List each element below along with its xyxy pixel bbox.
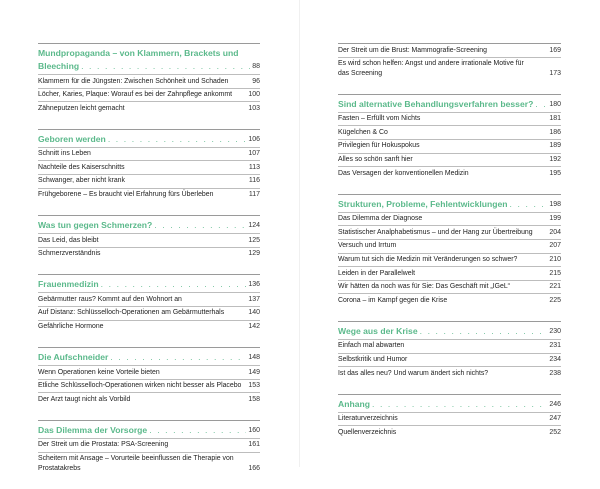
- entry-title: Versuch und Irrtum: [338, 242, 397, 250]
- entry-page-number: 199: [549, 215, 561, 223]
- entry-page-number: 149: [248, 368, 260, 376]
- toc-entry: [38, 292, 260, 306]
- toc-column-right: [338, 43, 561, 453]
- entry-title: Es wird schon helfen: Angst und andere irrationale Motive für: [338, 60, 524, 68]
- entry-title: Gefährliche Hormone: [38, 323, 104, 331]
- section-heading: Das Dilemma der Vorsorge: [38, 424, 148, 435]
- section-heading: Anhang: [338, 398, 370, 409]
- toc-entry: [38, 247, 260, 261]
- entry-page-number: 166: [248, 464, 260, 472]
- entry-title: Fasten – Erfüllt vom Nichts: [338, 115, 421, 123]
- section-page-number: 106: [248, 135, 260, 143]
- entry-title: Scheitern mit Ansage – Vorurteile beeinflussen die Therapie von: [38, 455, 234, 462]
- toc-entry: [338, 425, 561, 439]
- entry-page-number: 125: [248, 236, 260, 244]
- entry-title: Corona – im Kampf gegen die Krise: [338, 296, 448, 304]
- toc-entry: [338, 253, 561, 267]
- entry-page-number: 181: [549, 115, 561, 123]
- entry-title: Löcher, Karies, Plaque: Worauf es bei der Zahnpflege ankommt: [38, 91, 233, 99]
- entry-title: Einfach mal abwarten: [338, 342, 405, 350]
- toc-section: [338, 321, 561, 380]
- leader-dots: [108, 134, 247, 145]
- entry-title: Kügelchen & Co: [338, 128, 388, 136]
- toc-entry: [38, 392, 260, 406]
- entry-title-line: [338, 59, 561, 69]
- toc-entry: [38, 88, 260, 102]
- entry-page-number: 137: [248, 295, 260, 303]
- toc-entry: [38, 438, 260, 452]
- entry-title-continued: Prostatakrebs: [38, 464, 81, 472]
- entry-title: Ist das alles neu? Und warum ändert sich nichts?: [338, 369, 489, 377]
- entry-page-number: 225: [549, 296, 561, 304]
- section-heading: Bleeching: [38, 61, 80, 71]
- section-heading-line: [38, 48, 260, 59]
- toc-entry: [338, 239, 561, 253]
- entry-page-number: 169: [549, 46, 561, 54]
- toc-entry: [338, 153, 561, 167]
- entry-title: Etliche Schlüsselloch-Operationen wirken nicht besser als Placebo: [38, 382, 242, 390]
- entry-title: Der Streit um die Prostata: PSA-Screening: [38, 441, 169, 449]
- toc-section: [338, 394, 561, 439]
- leader-dots: [81, 61, 250, 72]
- section-page-number: 148: [248, 354, 260, 362]
- entry-title: Statistischer Analphabetismus – und der Hang zur Übertreibung: [338, 228, 533, 236]
- entry-title: Schmerzverständnis: [38, 250, 101, 258]
- entry-title: Der Streit um die Brust: Mammografie-Screening: [338, 46, 487, 54]
- section-page-number: 124: [248, 222, 260, 230]
- toc-entry: [338, 293, 561, 307]
- entry-page-number: 116: [248, 177, 260, 185]
- toc-section: [38, 347, 260, 406]
- toc-entry: [338, 212, 561, 226]
- section-page-number: 246: [549, 400, 561, 408]
- entry-title: Alles so schön sanft hier: [338, 156, 413, 164]
- section-heading-line: [38, 352, 260, 363]
- toc-entry: [338, 125, 561, 139]
- section-page-number: 160: [248, 426, 260, 434]
- entry-title: Privilegien für Hokuspokus: [338, 142, 420, 150]
- entry-page-number: 129: [248, 250, 260, 258]
- entry-title: Das Leid, das bleibt: [38, 236, 99, 244]
- toc-column-left: [38, 43, 260, 489]
- toc-entry: [38, 174, 260, 188]
- section-heading-line: [38, 279, 260, 290]
- toc-section: [38, 43, 260, 115]
- toc-entry: [38, 188, 260, 202]
- entry-title-line: [38, 454, 260, 464]
- section-heading-line: [338, 399, 561, 410]
- toc-section: [38, 215, 260, 260]
- toc-section: [338, 43, 561, 80]
- section-heading-line: [38, 425, 260, 436]
- section-heading: Sind alternative Behandlungsverfahren besser?: [338, 98, 534, 109]
- entry-page-number: 252: [549, 428, 561, 436]
- entry-page-number: 107: [248, 150, 260, 158]
- section-heading: Mundpropaganda – von Klammern, Brackets und: [38, 48, 239, 58]
- entry-title: Klammern für die Jüngsten: Zwischen Schönheit und Schaden: [38, 77, 229, 85]
- entry-page-number: 158: [248, 395, 260, 403]
- section-page-number: 88: [252, 63, 260, 70]
- entry-page-number: 195: [549, 169, 561, 177]
- toc-entry: [338, 57, 561, 80]
- entry-page-number: 189: [549, 142, 561, 150]
- entry-page-number: 96: [252, 77, 260, 85]
- entry-page-number: 215: [549, 269, 561, 277]
- entry-title: Gebärmutter raus? Kommt auf den Wohnort an: [38, 295, 182, 303]
- entry-title: Das Dilemma der Diagnose: [338, 215, 423, 223]
- leader-dots: [510, 199, 548, 210]
- toc-entry: [38, 306, 260, 320]
- section-heading: Was tun gegen Schmerzen?: [38, 220, 153, 231]
- section-heading-line: [338, 199, 561, 210]
- entry-page-number: 153: [248, 382, 260, 390]
- toc-entry: [338, 225, 561, 239]
- toc-entry: [338, 280, 561, 294]
- section-heading-line: [38, 61, 260, 72]
- entry-page-number: 221: [549, 283, 561, 291]
- entry-title: Warum tut sich die Medizin mit Veränderungen so schwer?: [338, 256, 518, 264]
- toc-entry: [38, 101, 260, 115]
- leader-dots: [535, 99, 547, 110]
- entry-page-number: 140: [248, 309, 260, 317]
- entry-page-number: 161: [248, 441, 260, 449]
- section-heading: Strukturen, Probleme, Fehlentwicklungen: [338, 198, 508, 209]
- section-page-number: 136: [248, 281, 260, 289]
- toc-entry: [38, 147, 260, 161]
- toc-entry: [338, 139, 561, 153]
- toc-entry: [338, 339, 561, 353]
- toc-entry: [338, 353, 561, 367]
- entry-title: Selbstkritik und Humor: [338, 356, 408, 363]
- toc-section: [338, 94, 561, 180]
- leader-dots: [420, 326, 548, 337]
- entry-title: Wenn Operationen keine Vorteile bieten: [38, 368, 160, 376]
- section-heading-line: [338, 326, 561, 337]
- entry-title: Literaturverzeichnis: [338, 415, 398, 423]
- section-heading: Frauenmedizin: [38, 279, 99, 290]
- entry-page-number: 238: [549, 369, 561, 377]
- entry-page-number: 103: [248, 104, 260, 112]
- toc-entry: [38, 365, 260, 379]
- toc-entry: [38, 379, 260, 393]
- entry-title: Frühgeborene – Es braucht viel Erfahrung fürs Überleben: [38, 191, 214, 199]
- toc-entry: [38, 233, 260, 247]
- toc-entry: [38, 74, 260, 88]
- section-page-number: 198: [549, 200, 561, 208]
- section-heading: Wege aus der Krise: [338, 325, 418, 336]
- entry-page-number: 142: [248, 323, 260, 331]
- entry-title: Der Arzt taugt nicht als Vorbild: [38, 395, 131, 403]
- leader-dots: [110, 352, 246, 363]
- section-page-number: 180: [549, 100, 561, 108]
- entry-page-number: 234: [549, 356, 561, 363]
- entry-page-number: 186: [549, 128, 561, 136]
- entry-page-number: 192: [549, 156, 561, 164]
- entry-page-number: 247: [549, 415, 561, 423]
- entry-title: Schnitt ins Leben: [38, 150, 91, 158]
- entry-title-continued: das Screening: [338, 69, 383, 77]
- toc-entry: [338, 266, 561, 280]
- entry-page-number: 207: [549, 242, 561, 250]
- section-heading-line: [38, 134, 260, 145]
- entry-page-number: 117: [248, 191, 260, 199]
- entry-page-number: 204: [549, 228, 561, 236]
- entry-page-number: 173: [549, 69, 561, 77]
- entry-title: Wir hätten da noch was für Sie: Das Geschäft mit „IGeL“: [338, 283, 510, 291]
- section-heading-line: [338, 99, 561, 110]
- toc-entry: [38, 320, 260, 334]
- leader-dots: [154, 220, 246, 231]
- toc-section: [338, 194, 561, 307]
- entry-title: Zähneputzen leicht gemacht: [38, 104, 125, 112]
- left-page: [0, 0, 300, 472]
- section-heading: Geboren werden: [38, 133, 106, 144]
- entry-page-number: 210: [549, 256, 561, 264]
- toc-entry: [38, 452, 260, 475]
- entry-title: Nachteile des Kaiserschnitts: [38, 163, 125, 171]
- entry-page-number: 231: [549, 342, 561, 350]
- section-page-number: 230: [549, 327, 561, 335]
- entry-title: Auf Distanz: Schlüsselloch-Operationen am Gebärmutterhals: [38, 309, 225, 317]
- section-heading-line: [38, 220, 260, 231]
- toc-section: [38, 420, 260, 475]
- leader-dots: [101, 279, 247, 290]
- entry-title-line: [38, 464, 260, 474]
- toc-entry: [338, 112, 561, 126]
- entry-page-number: 100: [248, 91, 260, 99]
- toc-entry: [338, 412, 561, 426]
- toc-section: [38, 274, 260, 333]
- entry-title: Leiden in der Parallelwelt: [338, 269, 415, 277]
- entry-title-line: [338, 69, 561, 79]
- toc-entry: [338, 366, 561, 380]
- entry-page-number: 113: [248, 163, 260, 171]
- entry-title: Quellenverzeichnis: [338, 428, 397, 436]
- leader-dots: [149, 425, 246, 436]
- entry-title: Das Versagen der konventionellen Medizin: [338, 169, 469, 177]
- toc-section: [38, 129, 260, 201]
- toc-entry: [338, 166, 561, 180]
- right-page: [300, 0, 600, 467]
- entry-title: Schwanger, aber nicht krank: [38, 177, 125, 185]
- toc-entry: [38, 160, 260, 174]
- toc-entry: [338, 43, 561, 57]
- section-heading: Die Aufschneider: [38, 352, 109, 363]
- leader-dots: [372, 399, 547, 410]
